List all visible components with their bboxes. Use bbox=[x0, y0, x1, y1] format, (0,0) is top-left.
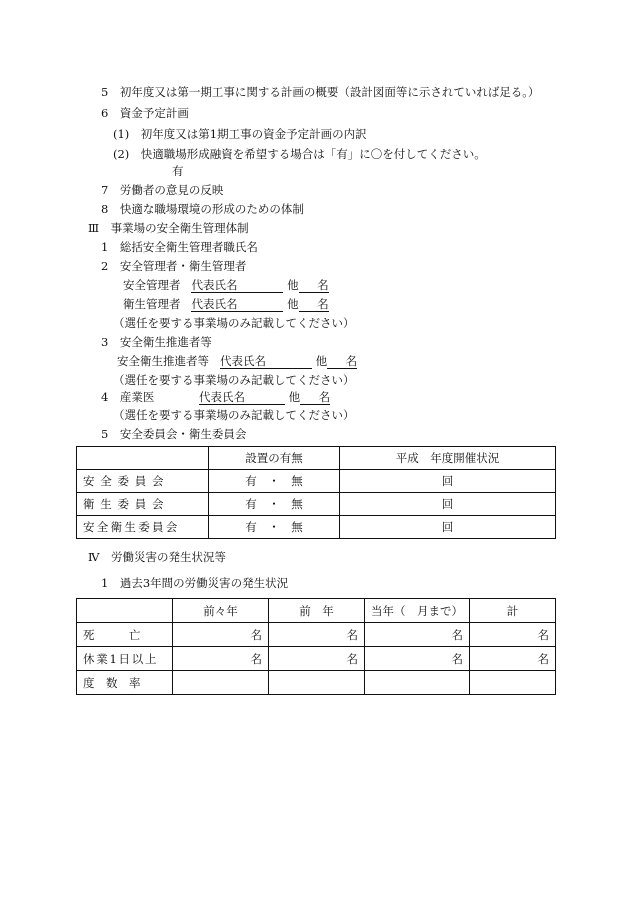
safety-manager-label: 安全管理者 bbox=[123, 278, 181, 292]
committee-count: 回 bbox=[340, 493, 556, 516]
accident-cell: 名 bbox=[365, 623, 470, 647]
promoter-other: 他 bbox=[315, 354, 328, 368]
note-2: （選任を要する事業場のみ記載してください） bbox=[113, 373, 355, 387]
accident-cell: 名 bbox=[173, 623, 269, 647]
item-7: 7 労働者の意見の反映 bbox=[101, 183, 224, 197]
promoter-unit: 名 bbox=[327, 354, 357, 369]
accident-row-label: 度 数 率 bbox=[77, 671, 173, 695]
item-8: 8 快適な職場環境の形成のための体制 bbox=[101, 202, 304, 216]
health-manager-unit: 名 bbox=[299, 297, 329, 312]
item-6-1: (1) 初年度又は第1期工事の資金予定計画の内訳 bbox=[113, 127, 367, 141]
section-3-item-2: 2 安全管理者・衛生管理者 bbox=[101, 259, 247, 273]
table-row bbox=[77, 647, 556, 671]
item-6-2-value: 有 bbox=[172, 164, 184, 178]
accident-cell bbox=[173, 671, 269, 695]
accident-header-row bbox=[77, 599, 556, 623]
committee-count: 回 bbox=[340, 516, 556, 539]
note-1: （選任を要する事業場のみ記載してください） bbox=[113, 316, 355, 330]
table-row bbox=[77, 671, 556, 695]
safety-manager-row bbox=[123, 277, 329, 293]
section-3-item-1: 1 総括安全衛生管理者職氏名 bbox=[101, 240, 258, 254]
committee-presence: 有 ・ 無 bbox=[209, 470, 340, 493]
committee-count: 回 bbox=[340, 470, 556, 493]
table-row bbox=[77, 516, 556, 539]
health-manager-label: 衛生管理者 bbox=[123, 297, 181, 311]
committee-header-row bbox=[77, 447, 556, 470]
committee-name: 衛生委員会 bbox=[77, 493, 209, 516]
section-3-item-4: 4 産業医 bbox=[101, 390, 155, 404]
health-manager-rep: 代表氏名 bbox=[191, 297, 283, 312]
accident-cell bbox=[269, 671, 365, 695]
note-3: （選任を要する事業場のみ記載してください） bbox=[113, 408, 355, 422]
accident-header-col: 前 年 bbox=[269, 599, 365, 623]
safety-manager-other: 他 bbox=[287, 278, 299, 292]
accident-cell: 名 bbox=[173, 647, 269, 671]
table-row bbox=[77, 470, 556, 493]
committee-header-blank bbox=[77, 447, 209, 470]
section-3-item-3: 3 安全衛生推進者等 bbox=[101, 335, 212, 349]
committee-header-count: 平成 年度開催状況 bbox=[340, 447, 556, 470]
table-row bbox=[77, 493, 556, 516]
committee-name: 安全衛生委員会 bbox=[77, 516, 209, 539]
section-3-item-5: 5 安全委員会・衛生委員会 bbox=[101, 427, 247, 441]
committee-table bbox=[76, 446, 556, 539]
accident-cell: 名 bbox=[269, 647, 365, 671]
doctor-row bbox=[199, 389, 330, 405]
committee-name: 安全委員会 bbox=[77, 470, 209, 493]
section-4-heading: Ⅳ 労働災害の発生状況等 bbox=[88, 550, 226, 564]
promoter-rep: 代表氏名 bbox=[220, 354, 312, 369]
doctor-rep: 代表氏名 bbox=[199, 390, 285, 405]
accident-cell: 名 bbox=[365, 647, 470, 671]
accident-cell: 名 bbox=[269, 623, 365, 647]
accident-table bbox=[76, 598, 556, 695]
accident-header-col: 計 bbox=[470, 599, 556, 623]
accident-row-label: 死 亡 bbox=[77, 623, 173, 647]
section-4-item-1: 1 過去3年間の労働災害の発生状況 bbox=[101, 576, 289, 590]
committee-header-presence: 設置の有無 bbox=[209, 447, 340, 470]
committee-presence: 有 ・ 無 bbox=[209, 516, 340, 539]
accident-header-col: 当年（ 月まで） bbox=[365, 599, 470, 623]
health-manager-other: 他 bbox=[287, 297, 299, 311]
accident-header-col: 前々年 bbox=[173, 599, 269, 623]
health-manager-row bbox=[123, 296, 329, 312]
item-5: 5 初年度又は第一期工事に関する計画の概要（設計図面等に示されていれば足る。） bbox=[101, 85, 540, 99]
doctor-other: 他 bbox=[288, 390, 301, 404]
promoter-row bbox=[117, 353, 357, 369]
promoter-label: 安全衛生推進者等 bbox=[117, 354, 209, 368]
item-6: 6 資金予定計画 bbox=[101, 106, 189, 120]
doctor-unit: 名 bbox=[300, 390, 330, 405]
item-6-2: (2) 快適職場形成融資を希望する場合は「有」に〇を付してください。 bbox=[113, 147, 486, 161]
section-3-heading: Ⅲ 事業場の安全衛生管理体制 bbox=[88, 221, 249, 235]
accident-header-blank bbox=[77, 599, 173, 623]
accident-cell bbox=[470, 671, 556, 695]
safety-manager-rep: 代表氏名 bbox=[191, 278, 283, 293]
accident-cell bbox=[365, 671, 470, 695]
safety-manager-unit: 名 bbox=[299, 278, 329, 293]
accident-cell: 名 bbox=[470, 647, 556, 671]
accident-cell: 名 bbox=[470, 623, 556, 647]
committee-presence: 有 ・ 無 bbox=[209, 493, 340, 516]
accident-row-label: 休業1日以上 bbox=[77, 647, 173, 671]
table-row bbox=[77, 623, 556, 647]
